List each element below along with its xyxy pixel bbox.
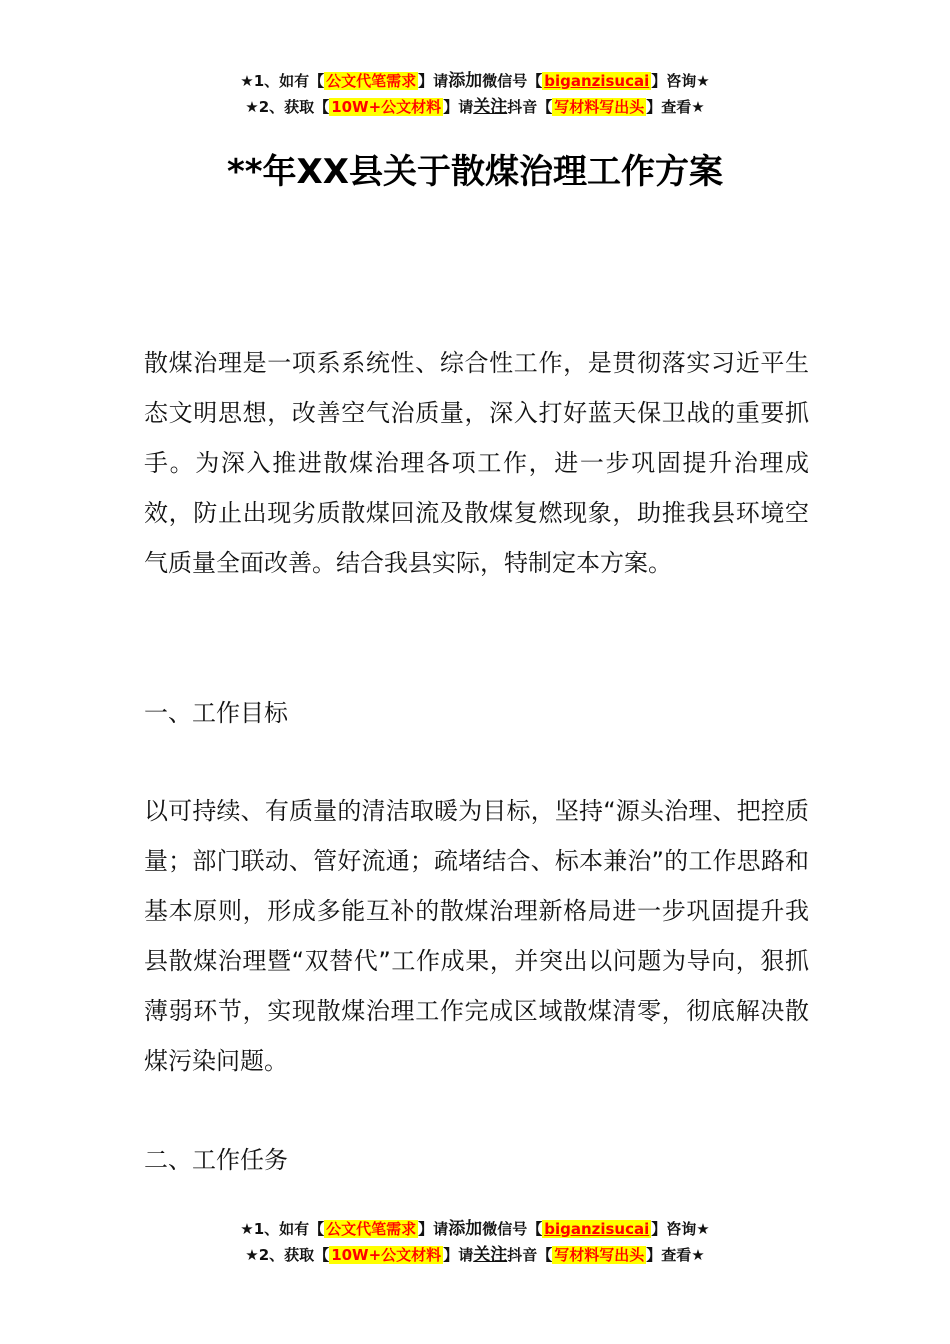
intro-paragraph: 散煤治理是一项系系统性、综合性工作，是贯彻落实习近平生态文明思想，改善空气治质量，深入打好蓝天保卫战的重要抓手。为深入推进散煤治理各项工作，进一步巩固提升治理成效，防止出现劣质散煤回流及散煤复燃现象，助推我县环境空气质量全面改善。结合我县实际，特制定本方案。 [144,349,809,577]
ad-wechat-id-link[interactable]: biganzisucai [544,72,650,90]
ad-text: 微信号【 [482,72,543,90]
intro-paragraph-block [144,338,809,588]
ad-text: 抖音【 [507,1246,553,1264]
ad-text: ★1、如有【 [240,72,325,90]
goals-paragraph-block [144,786,809,1086]
ad-highlight-materials: 10W+公文材料 [331,98,442,116]
ad-emphasis: 关注 [473,97,508,117]
ad-highlight-service: 公文代笔需求 [326,72,417,90]
ad-text: ★2、获取【 [245,98,330,116]
ad-emphasis: 关注 [473,1245,508,1265]
section-heading-block [144,1135,809,1185]
ad-text: 】咨询★ [651,1220,710,1238]
ad-line-1 [0,68,950,94]
ad-emphasis: 添加 [448,1219,483,1239]
ad-wechat-id-link[interactable]: biganzisucai [544,1220,650,1238]
ad-highlight-service: 公文代笔需求 [326,1220,417,1238]
ad-text: ★1、如有【 [240,1220,325,1238]
ad-emphasis: 添加 [448,71,483,91]
header-ad-banner [0,68,950,120]
goals-paragraph: 以可持续、有质量的清洁取暖为目标，坚持“源头治理、把控质量；部门联动、管好流通；疏堵结合、标本兼治”的工作思路和基本原则，形成多能互补的散煤治理新格局进一步巩固提升我县散煤治理暨“双替代”工作成果，并突出以问题为导向，狠抓薄弱环节，实现散煤治理工作完成区域散煤清零，彻底解决散煤污染问题。 [144,797,809,1075]
ad-douyin-account: 写材料写出头 [554,1246,645,1264]
ad-line-1 [0,1216,950,1242]
ad-douyin-account: 写材料写出头 [554,98,645,116]
ad-highlight-materials: 10W+公文材料 [331,1246,442,1264]
ad-text: 】请 [418,72,449,90]
ad-text: 】查看★ [646,98,705,116]
ad-text: 】请 [443,98,474,116]
ad-text: 抖音【 [507,98,553,116]
ad-text: 微信号【 [482,1220,543,1238]
section-heading-block [144,688,809,738]
ad-text: 】咨询★ [651,72,710,90]
ad-text: 】请 [443,1246,474,1264]
ad-text: 】查看★ [646,1246,705,1264]
ad-line-2 [0,94,950,120]
document-title: **年XX县关于散煤治理工作方案 [227,152,723,192]
ad-line-2 [0,1242,950,1268]
section-heading-goals: 一、工作目标 [144,699,288,727]
ad-text: 】请 [418,1220,449,1238]
footer-ad-banner [0,1216,950,1268]
section-heading-tasks: 二、工作任务 [144,1146,288,1174]
ad-text: ★2、获取【 [245,1246,330,1264]
